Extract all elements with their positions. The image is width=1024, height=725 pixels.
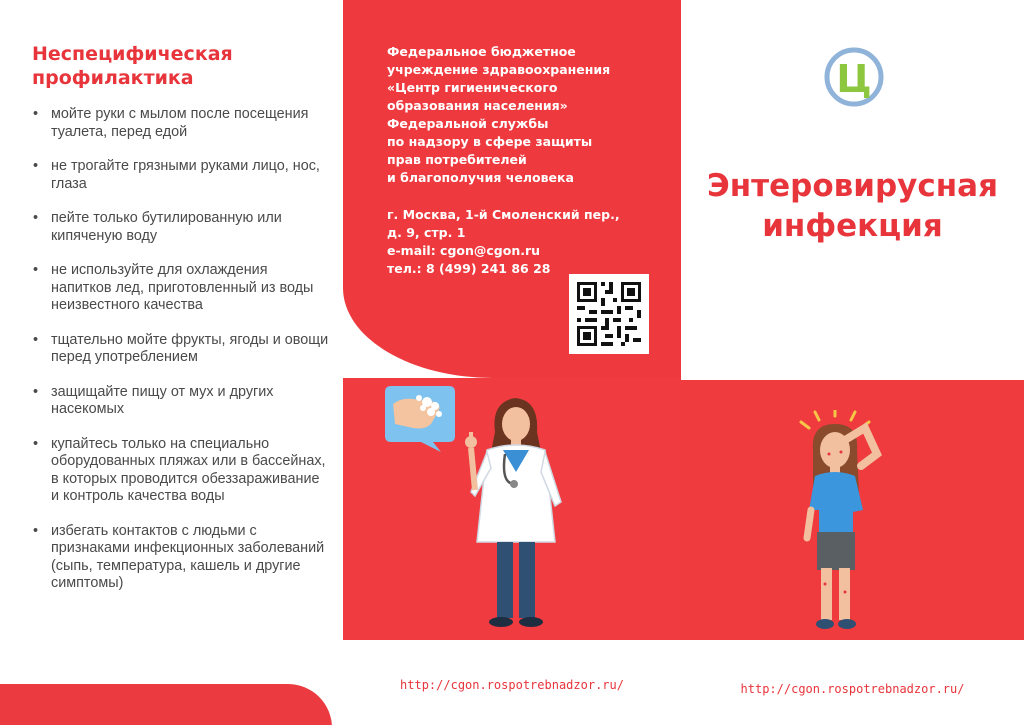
bullet-icon: • [33, 331, 39, 348]
org-line: прав потребителей [387, 152, 527, 167]
tip-text: защищайте пищу от мух и других насекомых [51, 383, 274, 417]
qr-code [569, 274, 649, 354]
website-link[interactable]: http://cgon.rospotrebnadzor.ru/ [740, 682, 965, 696]
bullet-icon: • [33, 210, 39, 226]
org-line: учреждение здравоохранения [387, 62, 611, 77]
org-line: образования населения» [387, 98, 568, 113]
org-line: Федеральное бюджетное [387, 44, 576, 59]
page-title [681, 166, 1024, 246]
org-line: «Центр гигиенического [387, 80, 558, 95]
bullet-icon: • [33, 383, 39, 400]
logo-letter: Ц [836, 57, 872, 101]
list-item [30, 106, 330, 141]
cgon-logo-icon [824, 46, 884, 112]
tip-text: купайтесь только на специально оборудованных пляжах или в бассейнах, в которых проводится обеззараживание и контроль качества воды [51, 435, 326, 504]
org-line: и благополучия человека [387, 170, 574, 185]
list-item [30, 262, 330, 315]
org-line: Федеральной службы [387, 116, 549, 131]
doctor-illustration [461, 392, 571, 636]
website-link[interactable]: http://cgon.rospotrebnadzor.ru/ [400, 678, 624, 692]
bullet-icon: • [33, 158, 39, 174]
bullet-icon: • [33, 522, 39, 539]
list-item [30, 332, 330, 367]
tip-text: не используйте для охлаждения напитков лед, приготовленный из воды неизвестного качества [51, 262, 314, 313]
prevention-tips-list [30, 106, 330, 610]
bullet-icon: • [33, 262, 39, 278]
phone-number: тел.: 8 (499) 241 86 28 [387, 261, 551, 276]
contact-info [387, 206, 672, 278]
tip-text: избегать контактов с людьми с признаками инфекционных заболеваний (сыпь, температура, кашель и другие симптомы) [51, 522, 325, 591]
title-line: инфекция [762, 208, 943, 244]
bullet-icon: • [33, 435, 39, 452]
list-item [30, 436, 330, 506]
org-line: по надзору в сфере защиты [387, 134, 593, 149]
tip-text: тщательно мойте фрукты, ягоды и овощи перед употреблением [51, 331, 329, 365]
list-item [30, 158, 330, 193]
sick-girl-illustration [793, 410, 893, 644]
bullet-icon: • [33, 106, 39, 122]
left-panel [0, 0, 343, 725]
list-item [30, 210, 330, 245]
tip-text: мойте руки с мылом после посещения туалета, перед едой [51, 106, 309, 140]
list-item [30, 384, 330, 419]
middle-panel [343, 0, 681, 725]
address-line: г. Москва, 1-й Смоленский пер., [387, 207, 620, 222]
organization-name [387, 43, 672, 187]
email-link[interactable]: e-mail: cgon@cgon.ru [387, 243, 541, 258]
address-line: д. 9, стр. 1 [387, 225, 466, 240]
tip-text: не трогайте грязными руками лицо, нос, глаза [51, 158, 320, 192]
prevention-heading: Неспецифическая профилактика [32, 43, 233, 89]
decorative-corner [0, 684, 332, 725]
list-item [30, 523, 330, 593]
title-line: Энтеровирусная [706, 168, 998, 204]
right-panel [681, 0, 1024, 725]
tip-text: пейте только бутилированную или кипяченую воду [51, 210, 282, 244]
handwashing-bubble-icon [383, 384, 457, 458]
